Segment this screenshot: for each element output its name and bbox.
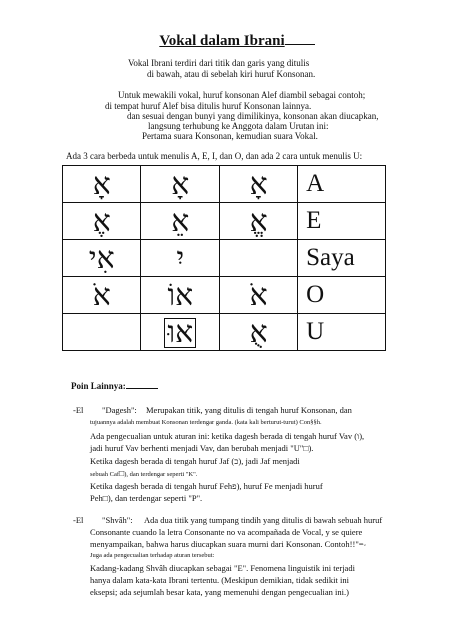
hebrew-cell: אָ — [141, 166, 220, 203]
intro-line-3: Untuk mewakili vokal, huruf konsonan Alef diambil sebagai contoh; — [118, 90, 366, 100]
intro-line-4: di tempat huruf Alef bisa ditulis huruf Konsonan lainnya. — [105, 101, 312, 111]
intro-line-7: Pertama suara Konsonan, kemudian suara Vokal. — [142, 131, 318, 141]
table-row — [63, 203, 386, 240]
dagesh-line-1: Merupakan titik, yang ditulis di tengah huruf Konsonan, dan — [146, 405, 352, 415]
shva-line-2: Consonante cuando la letra Consonante no va acompañada de Vocal, y se quiere — [90, 527, 363, 537]
latin-vowel-cell: O — [298, 277, 386, 314]
shva-line-4: Juga ada pengecualian terhadap aturan tersebut: — [90, 552, 215, 559]
hebrew-cell: אוֹ — [141, 277, 220, 314]
dagesh-line-6: sebuah Caf□), dan terdengar seperti "K". — [90, 468, 198, 478]
intro-line-1: Vokal Ibrani terdiri dari titik dan garis yang ditulis — [128, 58, 310, 68]
table-row — [63, 277, 386, 314]
hebrew-cell: אִי — [63, 240, 141, 277]
table-row — [63, 166, 386, 203]
table-row — [63, 240, 386, 277]
dagesh-line-4: jadi huruf Vav berhenti menjadi Vav, dan berubah menjadi "U"□). — [90, 443, 314, 453]
hebrew-cell — [141, 314, 220, 351]
hebrew-cell: אֹ — [220, 277, 298, 314]
shva-line-7: eksepsi; ada sejumlah besar kata, yang memenuhi dengan pengecualian ini.) — [90, 587, 349, 597]
shva-line-6: hanya dalam kata-kata Ibrani tertentu. (Meskipun demikian, tidak sedikit ini — [90, 575, 349, 585]
page-title: Vokal dalam Ibrani — [0, 32, 474, 50]
shva-term: "Shvâh": — [102, 515, 133, 525]
points-heading: Poin Lainnya: — [71, 381, 158, 391]
boxed-hebrew-glyph: אוּ — [164, 318, 196, 348]
table-caption: Ada 3 cara berbeda untuk menulis A, E, I, dan O, dan ada 2 cara untuk menulis U: — [66, 151, 363, 161]
dagesh-line-7: Ketika dagesh berada di tengah huruf Fehפ), huruf Fe menjadi huruf — [90, 481, 323, 491]
shva-line-1: Ada dua titik yang tumpang tindih yang ditulis di bawah sebuah huruf — [144, 515, 383, 525]
hebrew-cell: אֱ — [220, 203, 298, 240]
hebrew-cell: אָ — [63, 166, 141, 203]
dagesh-line-5: Ketika dagesh berada di tengah huruf Jaf (כ), jadi Jaf menjadi — [90, 456, 300, 466]
hebrew-cell: אֻ — [220, 314, 298, 351]
latin-vowel-cell: A — [298, 166, 386, 203]
table-row — [63, 314, 386, 351]
hebrew-cell: אָ — [220, 166, 298, 203]
hebrew-cell: אֶ — [63, 203, 141, 240]
shva-line-3: menyampaikan, bahwa harus diucapkan suara murni dari Konsonan. $Contoh!!"=_ˇ$ — [90, 539, 366, 552]
hebrew-cell: יִ — [141, 240, 220, 277]
dagesh-line-2: tujuannya adalah membuat Konsonan terdengar ganda. (kata kali berturut-turut) Con§§h. — [90, 419, 322, 426]
hebrew-cell — [220, 240, 298, 277]
missing-glyph-box: □ — [119, 468, 125, 478]
dagesh-term: "Dagesh": — [102, 405, 137, 415]
dagesh-line-3: Ada pengecualian untuk aturan ini: ketika dagesh berada di tengah huruf Vav (ו), — [90, 431, 365, 441]
intro-line-6: langsung terhubung ke Anggota dalam Urutan ini: — [148, 121, 329, 131]
shva-marker: -El — [73, 515, 84, 525]
hebrew-cell: אֹ — [63, 277, 141, 314]
latin-vowel-cell: Saya — [298, 240, 386, 277]
hebrew-cell: אֵ — [141, 203, 220, 240]
latin-vowel-cell: E — [298, 203, 386, 240]
dagesh-line-8: Peh□), dan terdengar seperti "P". — [90, 493, 203, 503]
missing-glyph-box: □). — [303, 443, 314, 453]
dagesh-marker: -El — [73, 405, 84, 415]
vowel-table — [62, 165, 386, 351]
shva-line-5: Kadang-kadang Shvâh diucapkan sebagai "E". Fenomena linguistik ini terjadi — [90, 563, 355, 573]
missing-glyph-box: □ — [102, 493, 108, 503]
hebrew-cell — [63, 314, 141, 351]
latin-vowel-cell: U — [298, 314, 386, 351]
intro-line-2: di bawah, atau di sebelah kiri huruf Konsonan. — [147, 69, 316, 79]
intro-line-5: dan sesuai dengan bunyi yang dimilikinya, konsonan akan diucapkan, — [127, 111, 379, 121]
